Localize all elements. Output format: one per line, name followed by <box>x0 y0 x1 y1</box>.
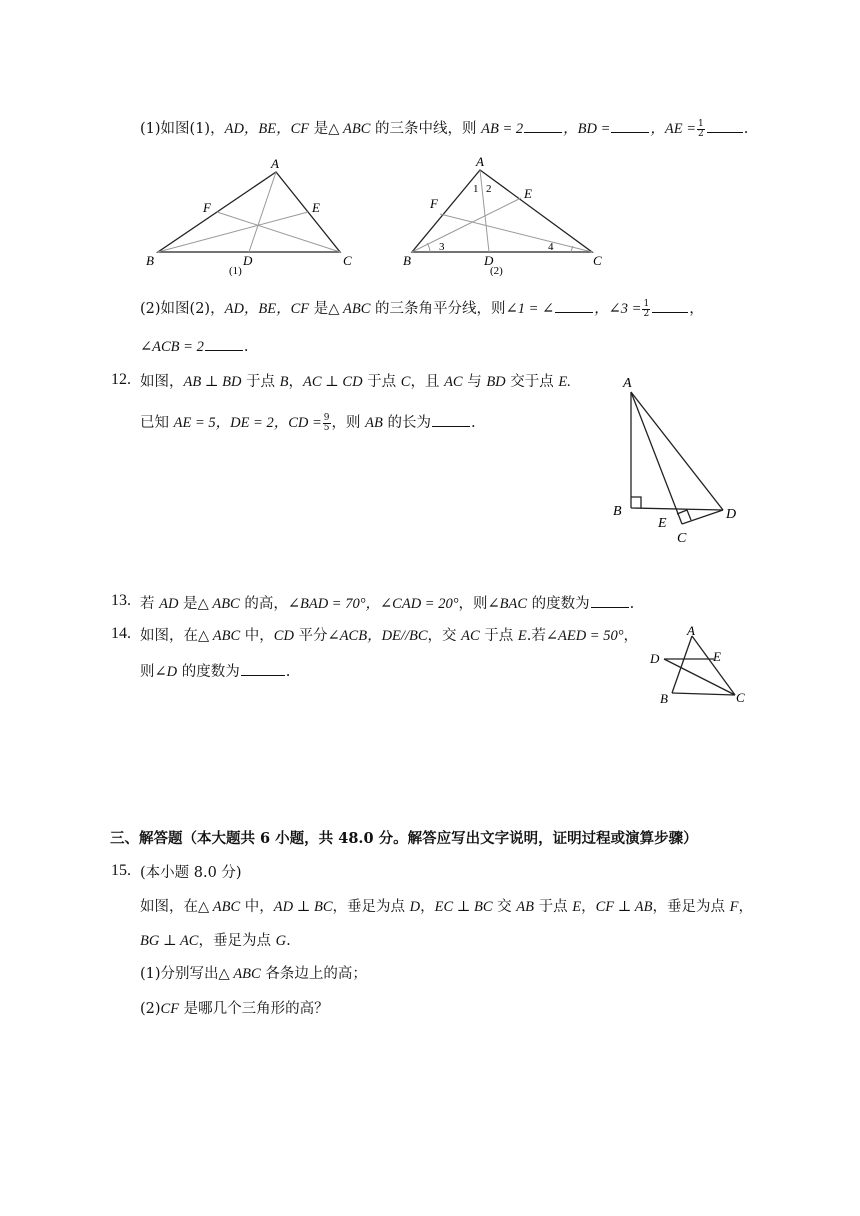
math: E <box>572 899 582 915</box>
q14-figure <box>644 622 764 712</box>
label-a: A <box>271 156 279 171</box>
q13-line <box>140 593 634 614</box>
math: ∠BAD = 70°，∠CAD = 20° <box>287 596 459 612</box>
text: ，垂足为点 <box>332 899 410 915</box>
fraction-denominator: 2 <box>698 128 704 139</box>
label-b: B <box>146 253 154 268</box>
q11-part2-triangle: △ ABC <box>328 301 371 317</box>
q11-part2-line2 <box>140 336 248 357</box>
q11-blank-acb[interactable] <box>205 336 243 351</box>
math: ∠D <box>154 664 178 680</box>
fraction-numerator: 1 <box>643 298 650 309</box>
text: 中， <box>240 899 274 915</box>
text: ，垂足为点 <box>198 933 276 949</box>
text: ， <box>738 899 753 915</box>
label-b: B <box>403 253 411 268</box>
text: 是 <box>178 596 198 612</box>
q14-line1 <box>140 626 638 646</box>
q11-blank-bd[interactable] <box>611 118 649 133</box>
q12-fraction <box>323 414 331 433</box>
label-c: C <box>593 253 602 268</box>
q12-number: 12. <box>111 371 131 388</box>
q11-blank-angle3[interactable] <box>652 298 688 313</box>
q14-number: 14. <box>111 625 131 642</box>
label-e: E <box>312 200 320 215</box>
q11-blank-ae[interactable] <box>707 118 743 133</box>
text: 如图，在 <box>140 899 198 915</box>
q15-part2 <box>140 999 329 1019</box>
text: 平分 <box>293 628 328 644</box>
period: . <box>243 339 249 355</box>
math: AC <box>444 374 463 390</box>
math: ∠AED = 50° <box>545 628 624 644</box>
period: . <box>629 596 635 612</box>
q15-line2 <box>140 931 291 951</box>
text: 的度数为 <box>527 596 590 612</box>
fraction-numerator: 9 <box>323 412 330 423</box>
fraction-numerator: 1 <box>698 118 704 129</box>
label-a: A <box>476 154 484 169</box>
math: D <box>409 899 421 915</box>
text: ，则 <box>331 415 366 431</box>
text: 的度数为 <box>177 664 240 680</box>
q12-line2 <box>140 412 476 433</box>
label-e: E <box>713 649 721 664</box>
math: AB <box>365 415 383 431</box>
q11-figure-2 <box>400 152 615 278</box>
q11-part2-mid: 是 <box>309 301 329 317</box>
q11-blank-ab[interactable] <box>524 118 562 133</box>
text: ， <box>288 374 304 390</box>
q14-answer-blank[interactable] <box>241 661 285 676</box>
q11-part1-text: 的三条中线，则 <box>370 121 482 137</box>
text: 交 <box>492 899 517 915</box>
math: B <box>279 374 289 390</box>
label-f: F <box>430 196 438 211</box>
text: 交于点 <box>505 374 559 390</box>
label-c: C <box>677 531 687 546</box>
text: 的长为 <box>382 415 431 431</box>
text: 若 <box>140 596 160 612</box>
text: 如图， <box>140 374 184 390</box>
math: ∠BAC <box>487 596 528 612</box>
period: . <box>285 664 291 680</box>
period: . <box>743 121 749 137</box>
q12-answer-blank[interactable] <box>432 412 470 427</box>
q15-line1 <box>140 897 753 917</box>
label-f: F <box>203 200 211 215</box>
text: ， <box>623 628 638 644</box>
text: ，垂足为点 <box>652 899 730 915</box>
math: AC ⊥ CD <box>303 374 363 390</box>
q11-half-fraction <box>697 120 705 139</box>
label-a: A <box>687 623 695 638</box>
angle-1-label: 1 <box>473 183 479 195</box>
math: △ ABC <box>198 628 241 644</box>
text: 中， <box>240 628 274 644</box>
section-3-heading: 三、解答题（本大题共 6 小题，共 48.0 分。解答应写出文字说明，证明过程或演算步骤） <box>110 830 698 847</box>
text: 各条边上的高； <box>260 966 367 982</box>
math: CD <box>273 628 294 644</box>
q11-part1-mid: 是 <box>309 121 329 137</box>
math: AB <box>516 899 535 915</box>
q11-ab-expr: AB = 2 <box>481 121 524 137</box>
q11-part2-segments: AD，BE，CF <box>224 301 310 317</box>
math: AD ⊥ BC <box>273 899 333 915</box>
q11-part1-prefix: (1)如图(1)， <box>140 121 225 137</box>
q11-part2-prefix: (2)如图(2)， <box>140 301 225 317</box>
figure-caption: (1) <box>229 265 242 277</box>
math: BG ⊥ AC <box>140 933 199 949</box>
math: △ ABC <box>198 899 241 915</box>
math: AD <box>159 596 179 612</box>
text: 于点 <box>241 374 280 390</box>
angle-4-label: 4 <box>548 241 554 253</box>
math: △ ABC <box>218 966 261 982</box>
text: . <box>286 933 291 949</box>
math: E. <box>558 374 571 390</box>
text: (2) <box>140 1001 161 1017</box>
math: C <box>400 374 411 390</box>
text: .若 <box>526 628 546 644</box>
label-e: E <box>658 516 667 531</box>
math: AC <box>461 628 480 644</box>
period: . <box>470 415 476 431</box>
text: 于点 <box>534 899 573 915</box>
q11-half-fraction-2 <box>642 300 650 319</box>
fraction-denominator: 2 <box>643 308 650 319</box>
math: AE = 5，DE = 2，CD = <box>173 415 322 431</box>
q14-line2 <box>140 661 290 682</box>
text: 于点 <box>479 628 518 644</box>
text: 的高， <box>239 596 288 612</box>
label-a: A <box>623 376 632 391</box>
q13-number: 13. <box>111 592 131 609</box>
q11-figure-1 <box>140 152 370 278</box>
math: F <box>729 899 739 915</box>
text: ， <box>581 899 596 915</box>
q11-part2-text: 的三条角平分线，则 <box>370 301 506 317</box>
math: BD <box>486 374 506 390</box>
label-b: B <box>613 504 622 519</box>
q11-angle3-expr: ，∠3 = <box>594 301 642 317</box>
figure-caption: (2) <box>490 265 503 277</box>
label-d: D <box>726 507 737 522</box>
q12-line1 <box>140 372 571 392</box>
math: CF <box>160 1001 180 1017</box>
q11-part1-triangle: △ ABC <box>328 121 371 137</box>
math: CF ⊥ AB <box>595 899 653 915</box>
text: 是哪几个三角形的高？ <box>179 1001 329 1017</box>
label-b: B <box>660 691 668 706</box>
label-d: D <box>243 253 253 268</box>
math: G <box>275 933 287 949</box>
q11-acb-expr: ∠ACB = 2 <box>140 339 204 355</box>
label-d: D <box>650 651 660 666</box>
text: 则 <box>140 664 155 680</box>
math: ∠ACB，DE//BC <box>327 628 428 644</box>
label-e: E <box>524 186 532 201</box>
text: ，则 <box>458 596 488 612</box>
text: ，交 <box>427 628 462 644</box>
text: ，且 <box>410 374 445 390</box>
math: E <box>517 628 527 644</box>
q11-angle1-expr: ∠1 = ∠ <box>505 301 555 317</box>
q15-score: (本小题 8.0 分) <box>140 865 242 881</box>
math: △ ABC <box>197 596 240 612</box>
q11-part1-line <box>140 118 748 139</box>
comma: ， <box>689 301 704 317</box>
label-c: C <box>343 253 352 268</box>
q15-number: 15. <box>111 862 131 879</box>
text: (1)分别写出 <box>140 966 219 982</box>
angle-2-label: 2 <box>486 183 492 195</box>
text: 如图，在 <box>140 628 198 644</box>
q11-bd-expr: ，BD = <box>563 121 611 137</box>
q15-part1 <box>140 964 367 984</box>
q11-part2-line <box>140 298 704 319</box>
q12-figure <box>605 368 755 548</box>
q11-blank-angle1[interactable] <box>555 298 593 313</box>
triangle-abc <box>412 170 592 252</box>
text: 已知 <box>140 415 174 431</box>
math: EC ⊥ BC <box>434 899 493 915</box>
q13-answer-blank[interactable] <box>591 593 629 608</box>
math: AB ⊥ BD <box>183 374 242 390</box>
fraction-denominator: 5 <box>323 422 330 433</box>
angle-3-label: 3 <box>439 241 445 253</box>
q11-part1-segments: AD，BE，CF <box>224 121 310 137</box>
text: 与 <box>462 374 487 390</box>
text: ， <box>420 899 435 915</box>
label-d: D <box>484 253 494 268</box>
label-c: C <box>736 690 745 705</box>
text: 于点 <box>362 374 401 390</box>
q11-ae-expr: ，AE = <box>650 121 697 137</box>
